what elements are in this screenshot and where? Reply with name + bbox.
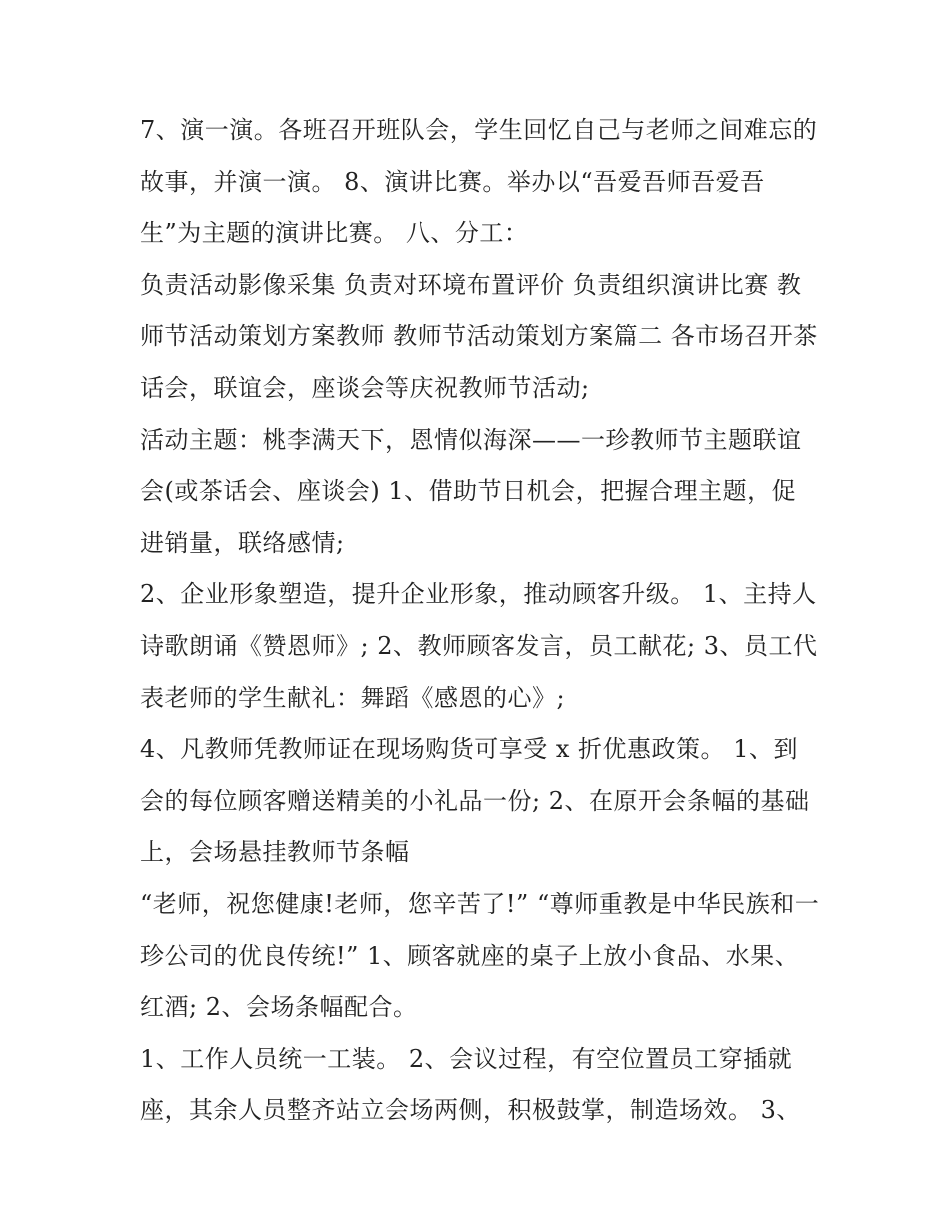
paragraph: 2、企业形象塑造，提升企业形象，推动顾客升级。 1、主持人诗歌朗诵《赞恩师》; 2、教师顾客发言，员工献花; 3、员工代表老师的学生献礼：舞蹈《感恩的心》; <box>140 580 818 712</box>
paragraph: 1、工作人员统一工装。 2、会议过程，有空位置员工穿插就座，其余人员整齐站立会场两侧，积极鼓掌，制造场效。 3、 <box>140 1044 801 1125</box>
paragraph: 活动主题：桃李满天下，恩情似海深——一珍教师节主题联谊会(或茶话会、座谈会) 1、借助节日机会，把握合理主题，促进销量，联络感情; <box>140 425 802 557</box>
document-body <box>140 105 820 1137</box>
paragraph: 4、凡教师凭教师证在现场购货可享受 x 折优惠政策。 1、到会的每位顾客赠送精美的小礼品一份; 2、在原开会条幅的基础上，会场悬挂教师节条幅 <box>140 735 810 867</box>
paragraph: 负责活动影像采集 负责对环境布置评价 负责组织演讲比赛 教师节活动策划方案教师 教师节活动策划方案篇二 各市场召开茶话会，联谊会，座谈会等庆祝教师节活动; <box>140 270 818 402</box>
paragraph: “老师，祝您健康!老师，您辛苦了!” “尊师重教是中华民族和一珍公司的优良传统!” 1、顾客就座的桌子上放小食品、水果、红酒; 2、会场条幅配合。 <box>140 889 820 1022</box>
paragraph: 7、演一演。各班召开班队会，学生回忆自己与老师之间难忘的故事，并演一演。 8、演讲比赛。举办以“吾爱吾师吾爱吾生”为主题的演讲比赛。 八、分工： <box>140 116 818 248</box>
